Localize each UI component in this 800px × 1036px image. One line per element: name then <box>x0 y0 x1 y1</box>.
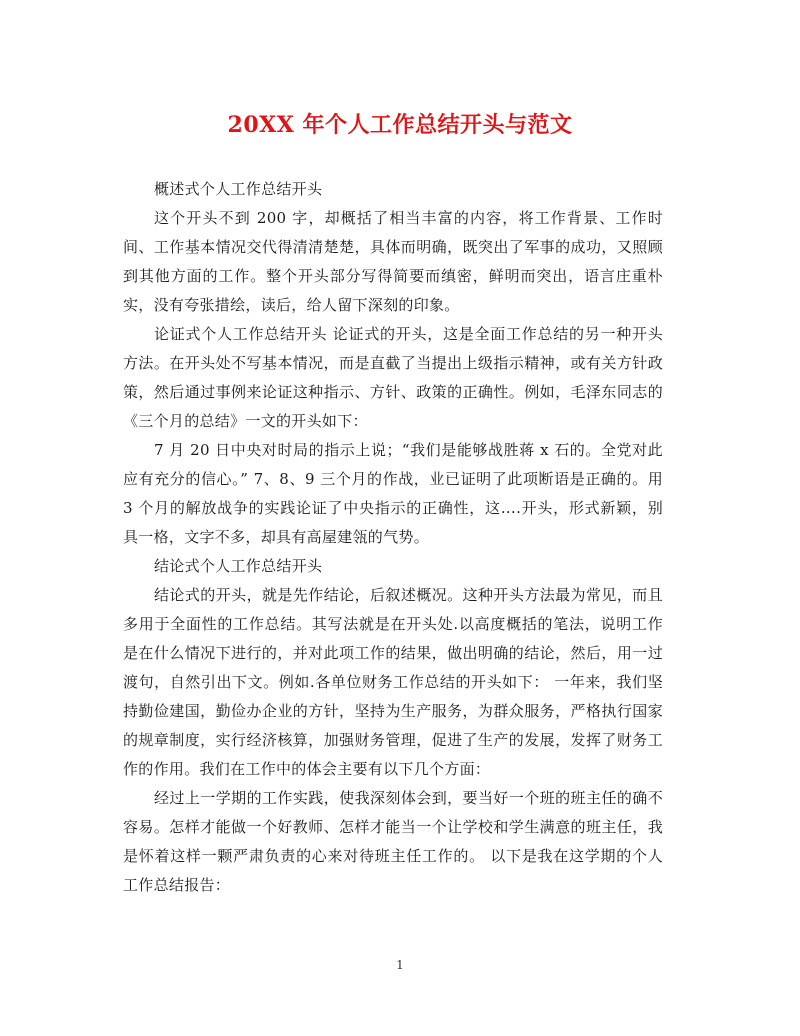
section-heading: 结论式个人工作总结开头 <box>154 557 323 575</box>
paragraph: 结论式的开头，就是先作结论，后叙述概况。这种开头方法最为常见，而且多用于全面性的工作总结。其写法就是在开头处.以高度概括的笔法，说明工作是在什么情况下进行的，并对此项工作的结果，做出明确的结论，然后，用一过渡句，自然引出下文。例如.各单位财务工作总结的开头如下： 一年来，我们坚持勤俭建国，勤俭办企业的方针，坚持为生产服务，为群众服务，严格执行国家的规章制度，实行经济核算，加强财务管理，促进了生产的发展，发挥了财务工作的作用。我们在工作中的体会主要有以下几个方面： <box>123 586 663 778</box>
document-body <box>123 175 663 900</box>
paragraph: 论证式个人工作总结开头 论证式的开头，这是全面工作总结的另一种开头方法。在开头处不写基本情况，而是直截了当提出上级指示精神，或有关方针政策，然后通过事例来论证这种指示、方针、政策的正确性。例如，毛泽东同志的《三个月的总结》一文的开头如下： <box>123 325 663 430</box>
paragraph: 经过上一学期的工作实践，使我深刻体会到，要当好一个班的班主任的确不容易。怎样才能做一个好教师、怎样才能当一个让学校和学生满意的班主任，我是怀着这样一颗严肃负责的心来对待班主任工作的。 以下是我在这学期的个人工作总结报告： <box>123 789 663 894</box>
section-heading: 概述式个人工作总结开头 <box>154 180 323 198</box>
paragraph: 这个开头不到 200 字，却概括了相当丰富的内容，将工作背景、工作时间、工作基本情况交代得清清楚楚，具体而明确，既突出了军事的成功，又照顾到其他方面的工作。整个开头部分写得简要而缜密，鲜明而突出，语言庄重朴实，没有夸张措绘，读后，给人留下深刻的印象。 <box>123 209 663 314</box>
page-title: 20XX 年个人工作总结开头与范文 <box>227 112 573 138</box>
paragraph: 7 月 20 日中央对时局的指示上说；“我们是能够战胜蒋 x 石的。全党对此应有充分的信心。” 7、8、9 三个月的作战，业已证明了此项断语是正确的。用 3 个月的解放战争的实践论证了中央指示的正确性，这….开头，形式新颖，别具一格，文字不多，却具有高屋建瓴的气势。 <box>123 441 663 546</box>
page-number: 1 <box>396 958 404 972</box>
